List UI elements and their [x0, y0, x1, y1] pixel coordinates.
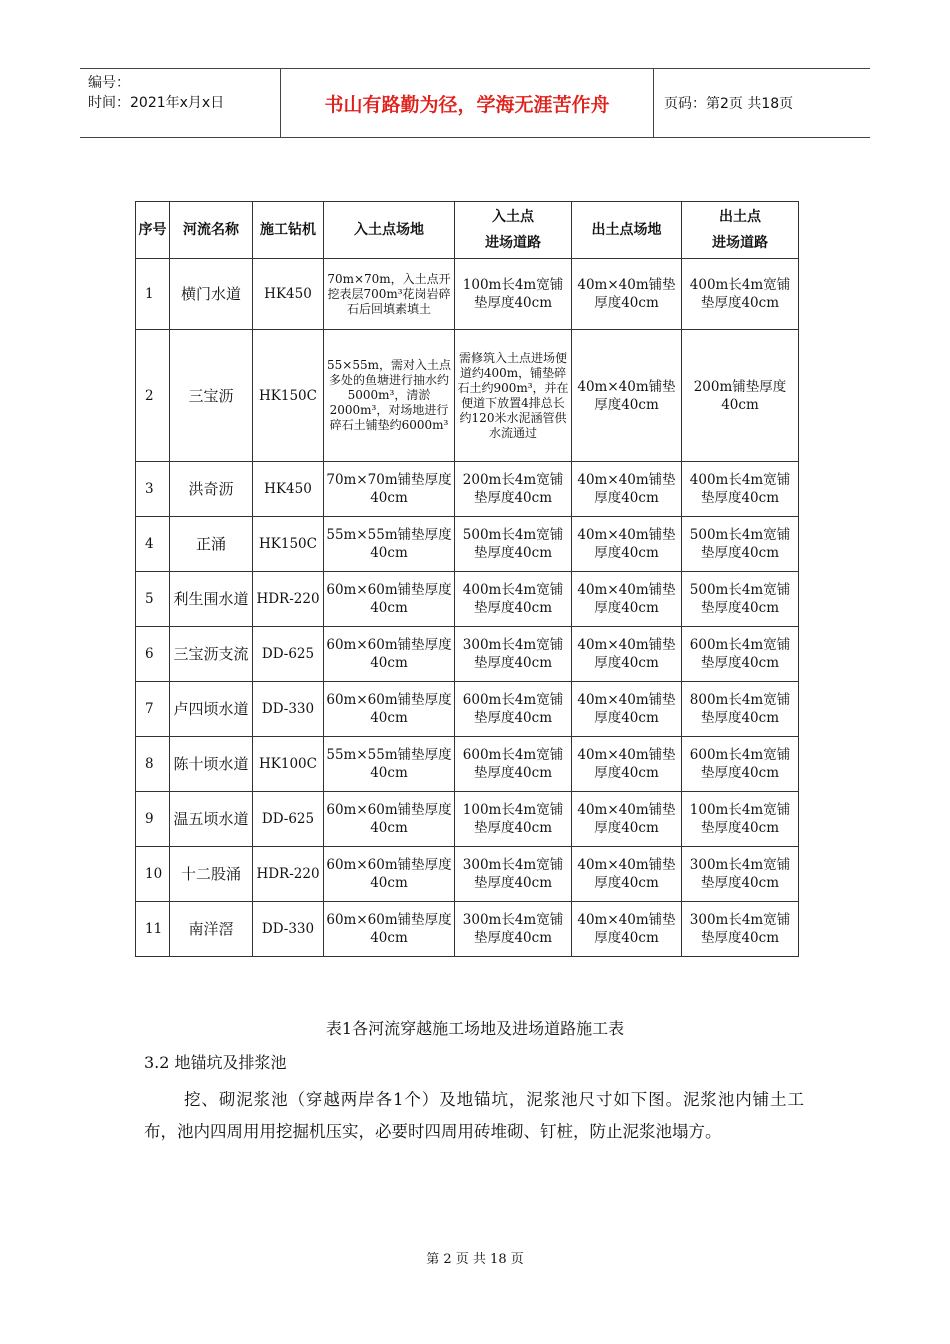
cell-river: 正涌 — [170, 517, 253, 572]
cell-entry-site: 70m×70m铺垫厚度40cm — [324, 462, 455, 517]
cell-entry-road: 300m长4m宽铺垫厚度40cm — [455, 847, 572, 902]
cell-exit-site: 40m×40m铺垫厚度40cm — [572, 847, 682, 902]
cell-index: 1 — [136, 259, 170, 330]
cell-entry-site: 60m×60m铺垫厚度40cm — [324, 902, 455, 957]
table-row — [136, 517, 799, 572]
cell-exit-site: 40m×40m铺垫厚度40cm — [572, 572, 682, 627]
table-row — [136, 462, 799, 517]
cell-exit-road: 300m长4m宽铺垫厚度40cm — [682, 847, 799, 902]
col-header: 河流名称 — [170, 202, 253, 259]
table-row — [136, 682, 799, 737]
cell-rig: DD-625 — [253, 627, 324, 682]
table-header-row — [136, 202, 799, 259]
cell-entry-site: 60m×60m铺垫厚度40cm — [324, 847, 455, 902]
cell-entry-road: 300m长4m宽铺垫厚度40cm — [455, 902, 572, 957]
cell-exit-road: 400m长4m宽铺垫厚度40cm — [682, 462, 799, 517]
header-meta — [80, 69, 281, 137]
cell-rig: HK150C — [253, 517, 324, 572]
cell-entry-site: 60m×60m铺垫厚度40cm — [324, 627, 455, 682]
cell-river: 温五顷水道 — [170, 792, 253, 847]
cell-entry-site: 55m×55m铺垫厚度40cm — [324, 517, 455, 572]
cell-index: 4 — [136, 517, 170, 572]
cell-exit-road: 600m长4m宽铺垫厚度40cm — [682, 627, 799, 682]
cell-river: 南洋滘 — [170, 902, 253, 957]
cell-exit-site: 40m×40m铺垫厚度40cm — [572, 330, 682, 462]
cell-exit-road: 600m长4m宽铺垫厚度40cm — [682, 737, 799, 792]
cell-entry-road: 600m长4m宽铺垫厚度40cm — [455, 737, 572, 792]
cell-index: 8 — [136, 737, 170, 792]
construction-table — [135, 201, 799, 957]
cell-rig: DD-330 — [253, 682, 324, 737]
table-row — [136, 330, 799, 462]
header-motto: 书山有路勤为径，学海无涯苦作舟 — [281, 69, 654, 137]
table-row — [136, 792, 799, 847]
cell-index: 7 — [136, 682, 170, 737]
cell-index: 3 — [136, 462, 170, 517]
table-row — [136, 902, 799, 957]
cell-exit-road: 200m铺垫厚度40cm — [682, 330, 799, 462]
cell-river: 三宝沥 — [170, 330, 253, 462]
table-row — [136, 627, 799, 682]
cell-river: 卢四顷水道 — [170, 682, 253, 737]
section-title: 3.2 地锚坑及排浆池 — [144, 1053, 287, 1072]
cell-index: 5 — [136, 572, 170, 627]
cell-entry-site: 55×55m，需对入土点多处的鱼塘进行抽水约5000m³，清淤2000m³，对场地进行碎石土铺垫约6000m³ — [324, 330, 455, 462]
cell-rig: DD-625 — [253, 792, 324, 847]
cell-rig: HDR-220 — [253, 847, 324, 902]
col-header: 出土点 进场道路 — [682, 202, 799, 259]
page-footer: 第 2 页 共 18 页 — [426, 1252, 524, 1267]
cell-river: 洪奇沥 — [170, 462, 253, 517]
cell-rig: DD-330 — [253, 902, 324, 957]
cell-exit-road: 100m长4m宽铺垫厚度40cm — [682, 792, 799, 847]
cell-river: 陈十顷水道 — [170, 737, 253, 792]
cell-exit-site: 40m×40m铺垫厚度40cm — [572, 737, 682, 792]
cell-entry-road: 600m长4m宽铺垫厚度40cm — [455, 682, 572, 737]
cell-river: 横门水道 — [170, 259, 253, 330]
cell-entry-road: 需修筑入土点进场便道约400m，铺垫碎石土约900m³，并在便道下放置4排总长约120米水泥涵管供水流通过 — [455, 330, 572, 462]
cell-exit-site: 40m×40m铺垫厚度40cm — [572, 792, 682, 847]
col-header: 入土点 进场道路 — [455, 202, 572, 259]
cell-exit-road: 300m长4m宽铺垫厚度40cm — [682, 902, 799, 957]
number-label: 编号： — [88, 75, 130, 91]
body-paragraph: 挖、砌泥浆池（穿越两岸各1个）及地锚坑，泥浆池尺寸如下图。泥浆池内铺土工布，池内四周用用挖掘机压实，必要时四周用砖堆砌、钉桩，防止泥浆池塌方。 — [144, 1090, 804, 1141]
page-header — [80, 68, 870, 138]
cell-river: 三宝沥支流 — [170, 627, 253, 682]
time-label: 时间：2021年x月x日 — [88, 95, 225, 111]
col-header: 序号 — [136, 202, 170, 259]
cell-exit-site: 40m×40m铺垫厚度40cm — [572, 627, 682, 682]
cell-exit-road: 500m长4m宽铺垫厚度40cm — [682, 572, 799, 627]
cell-index: 2 — [136, 330, 170, 462]
cell-entry-road: 100m长4m宽铺垫厚度40cm — [455, 259, 572, 330]
cell-entry-road: 200m长4m宽铺垫厚度40cm — [455, 462, 572, 517]
header-page-info: 页码：第2页 共18页 — [664, 96, 794, 112]
cell-rig: HK450 — [253, 462, 324, 517]
cell-index: 6 — [136, 627, 170, 682]
table-row — [136, 572, 799, 627]
cell-exit-road: 800m长4m宽铺垫厚度40cm — [682, 682, 799, 737]
cell-exit-site: 40m×40m铺垫厚度40cm — [572, 259, 682, 330]
table-row — [136, 259, 799, 330]
cell-rig: HK150C — [253, 330, 324, 462]
cell-exit-road: 400m长4m宽铺垫厚度40cm — [682, 259, 799, 330]
col-header: 出土点场地 — [572, 202, 682, 259]
cell-entry-road: 500m长4m宽铺垫厚度40cm — [455, 517, 572, 572]
cell-index: 9 — [136, 792, 170, 847]
cell-exit-site: 40m×40m铺垫厚度40cm — [572, 517, 682, 572]
cell-exit-road: 500m长4m宽铺垫厚度40cm — [682, 517, 799, 572]
cell-rig: HDR-220 — [253, 572, 324, 627]
cell-rig: HK450 — [253, 259, 324, 330]
cell-entry-site: 60m×60m铺垫厚度40cm — [324, 792, 455, 847]
cell-index: 10 — [136, 847, 170, 902]
cell-entry-site: 60m×60m铺垫厚度40cm — [324, 572, 455, 627]
table-row — [136, 847, 799, 902]
table-row — [136, 737, 799, 792]
cell-entry-road: 100m长4m宽铺垫厚度40cm — [455, 792, 572, 847]
cell-index: 11 — [136, 902, 170, 957]
cell-entry-site: 55m×55m铺垫厚度40cm — [324, 737, 455, 792]
table-caption: 表1各河流穿越施工场地及进场道路施工表 — [325, 1019, 625, 1038]
cell-river: 利生围水道 — [170, 572, 253, 627]
cell-entry-road: 400m长4m宽铺垫厚度40cm — [455, 572, 572, 627]
cell-exit-site: 40m×40m铺垫厚度40cm — [572, 682, 682, 737]
cell-entry-site: 60m×60m铺垫厚度40cm — [324, 682, 455, 737]
cell-exit-site: 40m×40m铺垫厚度40cm — [572, 462, 682, 517]
cell-entry-site: 70m×70m，入土点开挖表层700m³花岗岩碎石后回填素填土 — [324, 259, 455, 330]
cell-entry-road: 300m长4m宽铺垫厚度40cm — [455, 627, 572, 682]
col-header: 施工钻机 — [253, 202, 324, 259]
cell-river: 十二股涌 — [170, 847, 253, 902]
col-header: 入土点场地 — [324, 202, 455, 259]
cell-exit-site: 40m×40m铺垫厚度40cm — [572, 902, 682, 957]
cell-rig: HK100C — [253, 737, 324, 792]
